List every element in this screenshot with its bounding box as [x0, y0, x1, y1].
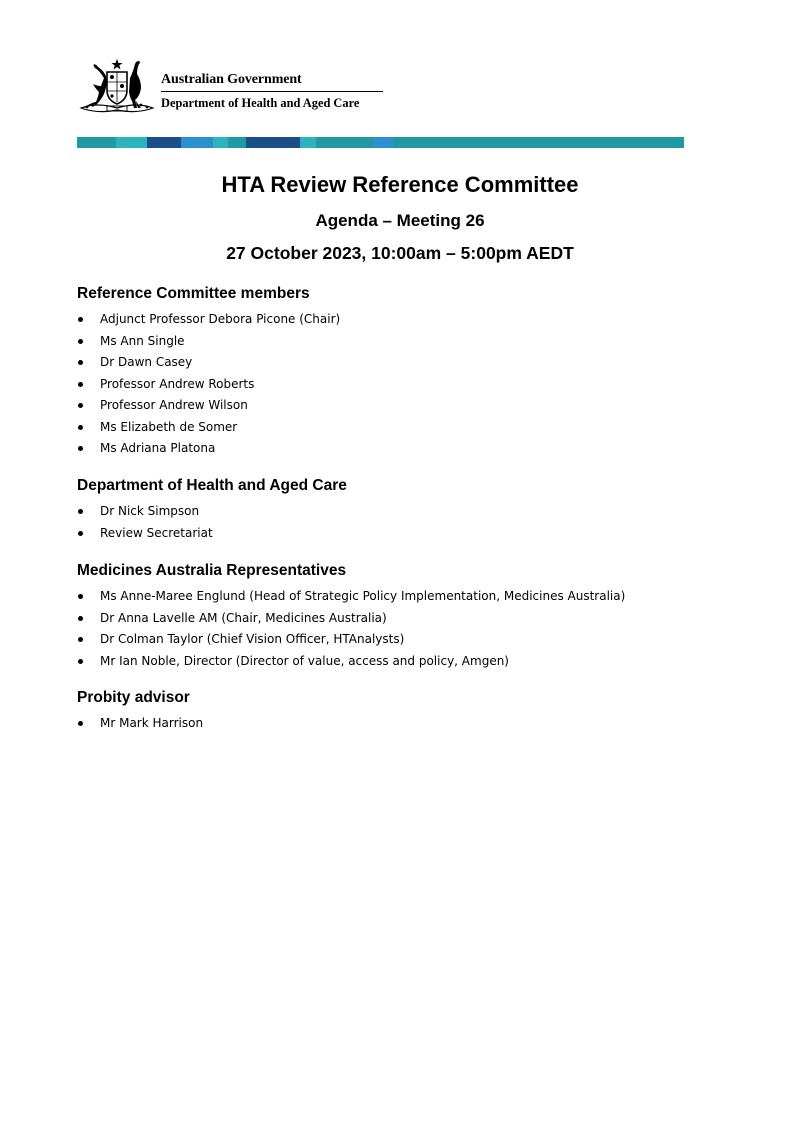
section-medicines-australia — [77, 562, 697, 673]
probity-list — [77, 714, 697, 736]
list-item: Ms Ann Single — [77, 332, 697, 354]
list-item: Professor Andrew Roberts — [77, 375, 697, 397]
list-item: Dr Colman Taylor (Chief Vision Officer, HTAnalysts) — [77, 630, 697, 652]
section-committee-members — [77, 285, 697, 461]
section-department — [77, 477, 697, 545]
color-band-segment — [77, 137, 116, 148]
color-band-segment — [373, 137, 393, 148]
agenda-subtitle: Agenda – Meeting 26 — [315, 211, 485, 230]
list-item: Ms Anne-Maree Englund (Head of Strategic Policy Implementation, Medicines Australia) — [77, 587, 697, 609]
list-item: Ms Elizabeth de Somer — [77, 418, 697, 440]
list-item: Mr Mark Harrison — [77, 714, 697, 736]
meeting-date: 27 October 2023, 10:00am – 5:00pm AEDT — [226, 243, 574, 263]
color-band-segment — [393, 137, 684, 148]
color-band-segment — [246, 137, 300, 148]
section-heading: Medicines Australia Representatives — [77, 562, 347, 579]
government-name: Australian Government — [161, 72, 302, 87]
list-item: Dr Nick Simpson — [77, 502, 697, 524]
list-item: Review Secretariat — [77, 524, 697, 546]
color-band — [77, 137, 684, 148]
section-heading: Department of Health and Aged Care — [77, 477, 347, 494]
department-name: Department of Health and Aged Care — [161, 96, 360, 110]
section-probity-advisor — [77, 689, 697, 736]
color-band-segment — [300, 137, 316, 148]
list-item: Adjunct Professor Debora Picone (Chair) — [77, 310, 697, 332]
color-band-segment — [213, 137, 228, 148]
government-logo — [77, 58, 387, 118]
medicines-australia-list — [77, 587, 697, 673]
logo-divider — [161, 91, 383, 92]
section-heading: Probity advisor — [77, 689, 190, 706]
list-item: Dr Anna Lavelle AM (Chair, Medicines Australia) — [77, 609, 697, 631]
color-band-segment — [147, 137, 181, 148]
department-list — [77, 502, 697, 545]
color-band-segment — [228, 137, 246, 148]
list-item: Professor Andrew Wilson — [77, 396, 697, 418]
color-band-segment — [116, 137, 147, 148]
list-item: Dr Dawn Casey — [77, 353, 697, 375]
color-band-segment — [181, 137, 213, 148]
page-title: HTA Review Reference Committee — [221, 172, 579, 197]
list-item: Mr Ian Noble, Director (Director of value, access and policy, Amgen) — [77, 652, 697, 674]
section-heading: Reference Committee members — [77, 285, 310, 302]
members-list — [77, 310, 697, 461]
coat-of-arms-icon — [77, 58, 157, 116]
list-item: Ms Adriana Platona — [77, 439, 697, 461]
color-band-segment — [316, 137, 373, 148]
